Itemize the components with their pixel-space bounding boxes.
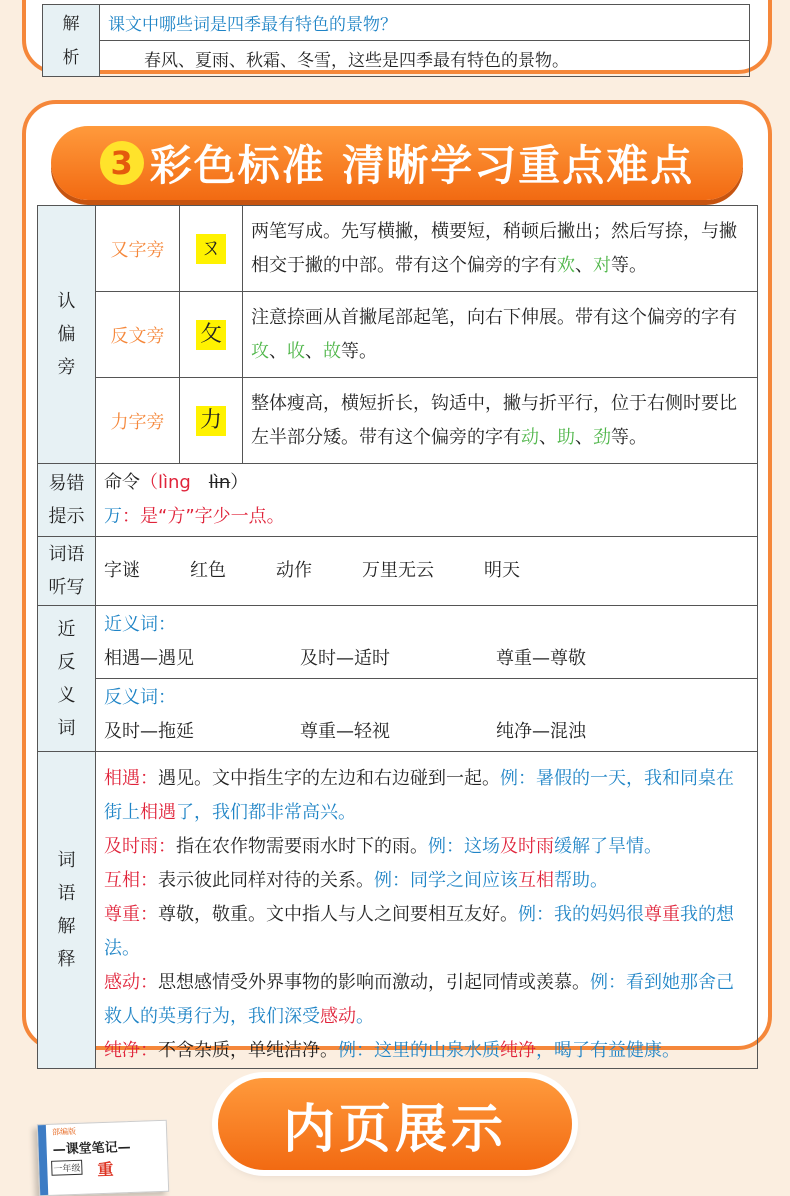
error-tips-row	[38, 464, 758, 537]
dictation-word: 动作	[276, 560, 312, 581]
antonyms-row	[38, 679, 758, 752]
analysis-table	[42, 4, 750, 77]
radical-description: 两笔写成。先写横撇，横要短，稍顿后撇出；然后写捺，与撇相交于撇的中部。带有这个偏旁的字有欢、对等。	[243, 206, 758, 292]
radical-name: 力字旁	[96, 378, 180, 464]
radical-glyph: 力	[180, 378, 243, 464]
radical-name: 反文旁	[96, 292, 180, 378]
radical-row	[38, 378, 758, 464]
radical-row	[38, 206, 758, 292]
synonym-pair: 及时—适时	[300, 648, 390, 669]
book-subtitle: 重	[97, 1159, 114, 1180]
radical-glyph: ㄡ	[180, 206, 243, 292]
explanation-item: 相遇：遇见。文中指生字的左边和右边碰到一起。例：暑假的一天，我和同桌在街上相遇了，我们都非常高兴。	[104, 768, 734, 823]
inner-pages-title: 内页展示	[218, 1078, 572, 1170]
explanation-item: 纯净：不含杂质，单纯洁净。例：这里的山泉水质纯净，喝了有益健康。	[104, 1040, 680, 1061]
book-cover-thumbnail	[37, 1120, 169, 1196]
banner-title: 彩色标准 清晰学习重点难点	[149, 141, 695, 190]
notes-table	[37, 205, 758, 1069]
radical-description: 整体瘦高，横短折长，钩适中，撇与折平行，位于右侧时要比左半部分矮。带有这个偏旁的字有动、助、劲等。	[243, 378, 758, 464]
explanation-item: 互相：表示彼此同样对待的关系。例：同学之间应该互相帮助。	[104, 870, 608, 891]
feature-banner	[51, 126, 743, 200]
dictation-word: 红色	[190, 560, 226, 581]
synonyms-title: 近义词：	[104, 614, 176, 635]
error-tips-label: 易错 提示	[38, 464, 96, 537]
radical-section-label: 认 偏 旁	[38, 206, 96, 464]
book-title: —课堂笔记—	[52, 1140, 131, 1158]
synonym-pair: 尊重—尊敬	[496, 648, 586, 669]
antonym-pair: 尊重—轻视	[300, 721, 390, 742]
antonym-pair: 纯净—混浊	[496, 721, 586, 742]
analysis-label: 解 析	[43, 5, 100, 77]
explanations-content	[96, 752, 758, 1069]
synonyms-content	[96, 606, 758, 679]
dictation-word: 万里无云	[362, 560, 434, 581]
explanations-label: 词 语 解 释	[38, 752, 96, 1069]
antonyms-title: 反义词：	[104, 687, 176, 708]
explanation-item: 感动：思想感情受外界事物的影响而激动，引起同情或羡慕。例：看到她那舍己救人的英勇行为，我们深受感动。	[104, 972, 734, 1027]
synonyms-label: 近 反 义 词	[38, 606, 96, 752]
synonyms-row	[38, 606, 758, 679]
synonym-pair: 相遇—遇见	[104, 648, 194, 669]
analysis-answer: 春风、夏雨、秋霜、冬雪，这些是四季最有特色的景物。	[100, 41, 750, 77]
book-tag: 部编版	[51, 1126, 77, 1137]
book-spine	[38, 1125, 48, 1195]
antonym-pair: 及时—拖延	[104, 721, 194, 742]
banner-number-badge: 3	[100, 141, 144, 185]
radical-name: 又字旁	[96, 206, 180, 292]
error-tips-content: 命令（lìng lìn） 万：是“方”字少一点。	[96, 464, 758, 537]
dictation-word: 字谜	[104, 560, 140, 581]
explanation-item: 及时雨：指在农作物需要雨水时下的雨。例：这场及时雨缓解了旱情。	[104, 836, 662, 857]
dictation-row	[38, 537, 758, 606]
explanation-item: 尊重：尊敬，敬重。文中指人与人之间要相互友好。例：我的妈妈很尊重我的想法。	[104, 904, 734, 959]
analysis-question: 课文中哪些词是四季最有特色的景物？	[100, 5, 750, 41]
analysis-card	[22, 0, 772, 74]
book-grade: 一年级	[51, 1160, 83, 1176]
radical-glyph: 攵	[180, 292, 243, 378]
feature-card	[22, 100, 772, 1061]
dictation-word: 明天	[484, 560, 520, 581]
radical-description: 注意捺画从首撇尾部起笔，向右下伸展。带有这个偏旁的字有攻、收、故等。	[243, 292, 758, 378]
dictation-label: 词语 听写	[38, 537, 96, 606]
antonyms-content	[96, 679, 758, 752]
dictation-words	[96, 537, 758, 606]
explanations-row	[38, 752, 758, 1069]
radical-row	[38, 292, 758, 378]
